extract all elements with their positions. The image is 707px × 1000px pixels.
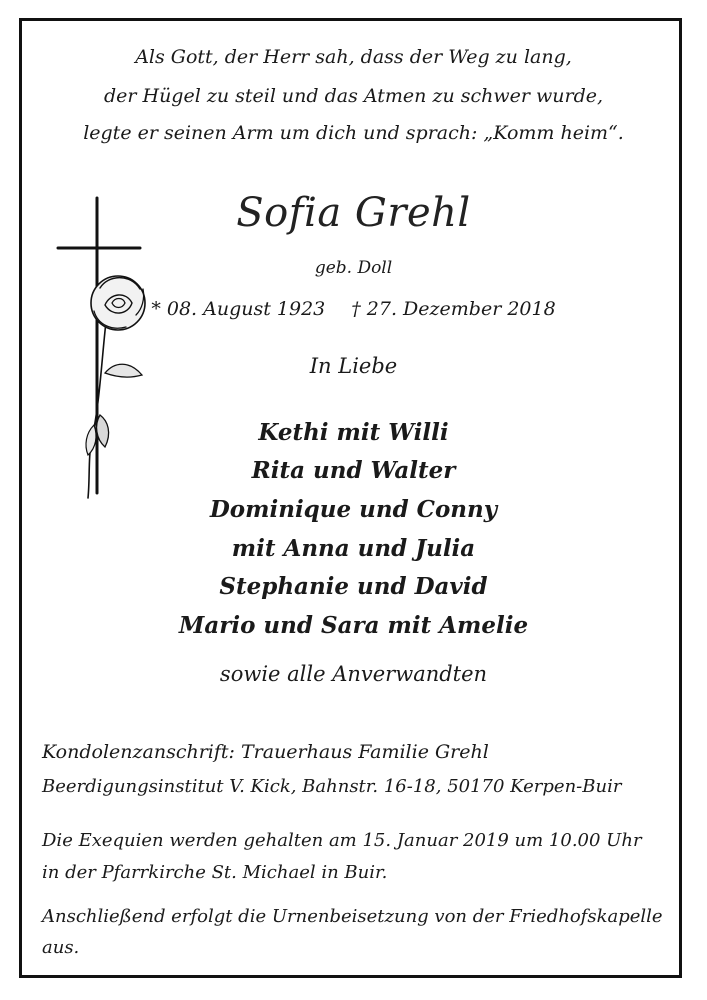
poem-line-2: der Hügel zu steil und das Atmen zu schwer wurde, [103,85,604,107]
family-member-3: Dominique und Conny [209,496,498,523]
life-dates [0,298,707,320]
burial-line-2: aus. [42,937,80,958]
condolence-line-1: Kondolenzanschrift: Trauerhaus Familie Grehl [42,741,489,763]
family-member-1: Kethi mit Willi [258,419,449,446]
family-member-4: mit Anna und Julia [231,535,476,562]
poem-line-3: legte er seinen Arm um dich und sprach: „Komm heim“. [83,122,624,144]
burial-line-1: Anschließend erfolgt die Urnenbeisetzung von der Friedhofskapelle [42,906,663,927]
poem-line-1: Als Gott, der Herr sah, dass der Weg zu lang, [135,46,572,68]
service-line-1: Die Exequien werden gehalten am 15. Januar 2019 um 10.00 Uhr [42,830,642,851]
family-member-6: Mario und Sara mit Amelie [178,612,529,639]
family-member-2: Rita und Walter [251,457,456,484]
death-date: † 27. Dezember 2018 [351,298,556,320]
condolence-line-2: Beerdigungsinstitut V. Kick, Bahnstr. 16-18, 50170 Kerpen-Buir [42,776,622,797]
birth-date: * 08. August 1923 [151,298,326,320]
relatives-line: sowie alle Anverwandten [219,662,488,686]
service-line-2: in der Pfarrkirche St. Michael in Buir. [42,862,388,883]
deceased-name: Sofia Grehl [236,190,471,236]
in-love-heading: In Liebe [309,354,398,378]
birth-name: geb. Doll [314,258,393,278]
family-member-5: Stephanie und David [219,573,488,600]
